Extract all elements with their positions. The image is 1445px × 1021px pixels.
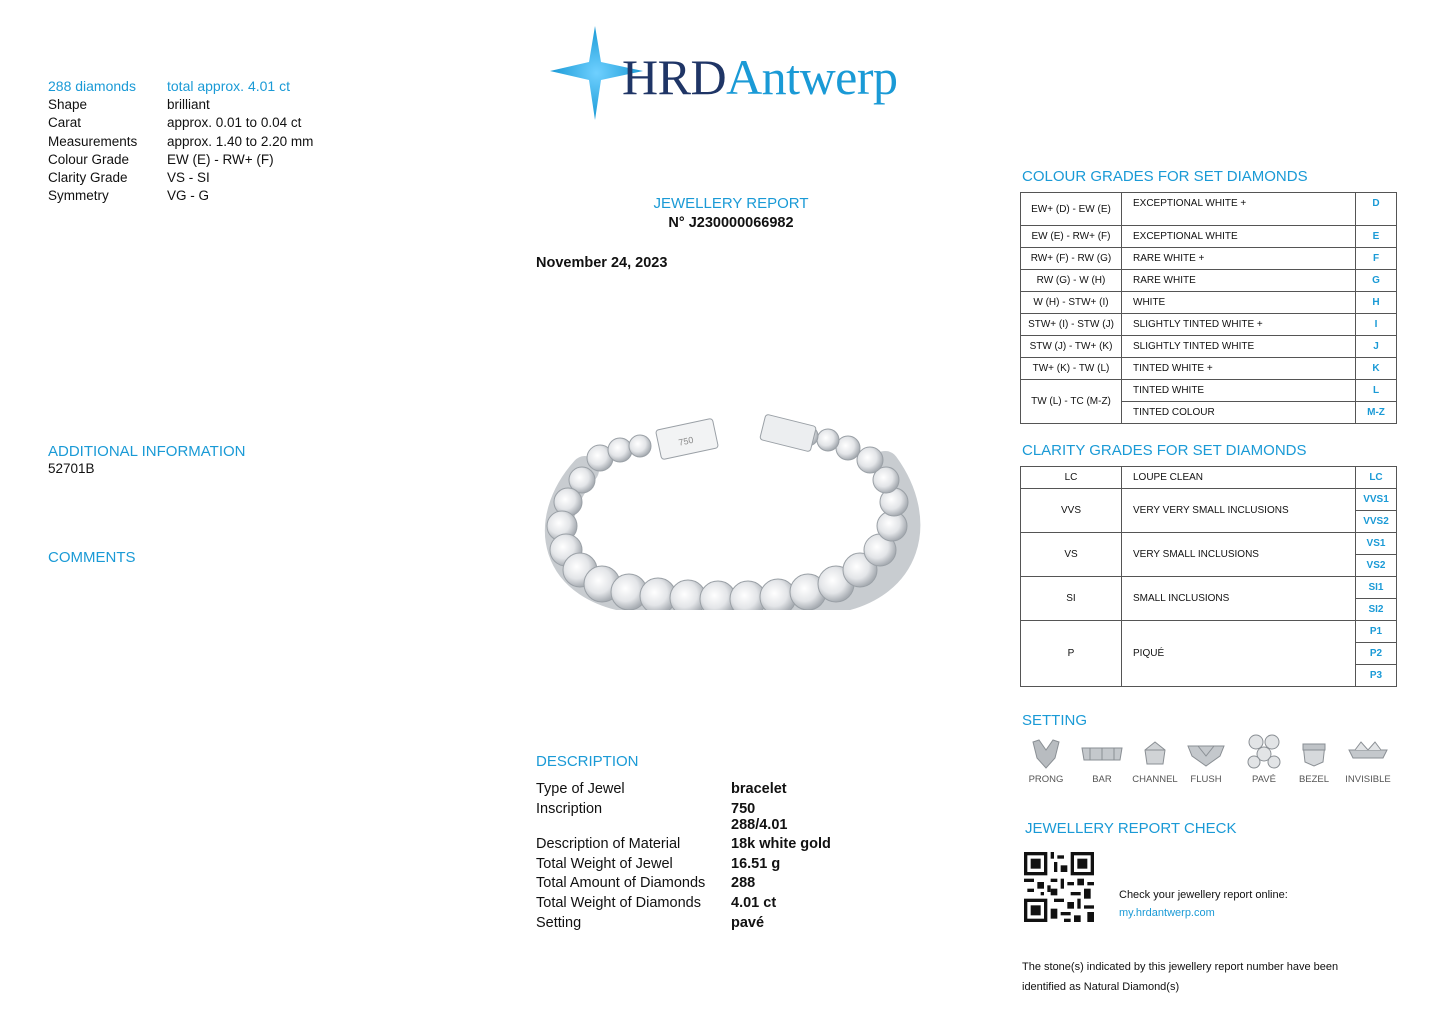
summary-label: Symmetry — [48, 188, 109, 203]
colour-letter: M-Z — [1356, 402, 1397, 424]
colour-name: TINTED COLOUR — [1122, 402, 1356, 424]
description-value-setting: pavé — [731, 915, 765, 931]
prong-icon — [1029, 738, 1063, 770]
diamond-count: 288 diamonds — [48, 78, 136, 94]
setting-label: PRONG — [1028, 774, 1064, 785]
clarity-grade: P3 — [1356, 665, 1397, 687]
bracelet-image — [540, 410, 925, 610]
clarity-grade: LC — [1356, 467, 1397, 489]
colour-grades-table — [1020, 192, 1397, 424]
logo-text-antwerp: Antwerp — [726, 49, 898, 105]
setting-item-invisible — [1338, 738, 1398, 785]
description-value-inscription-2: 288/4.01 — [731, 817, 788, 833]
invisible-icon — [1347, 738, 1389, 770]
table-row — [1021, 270, 1397, 292]
colour-grades-heading: COLOUR GRADES FOR SET DIAMONDS — [1022, 168, 1308, 185]
colour-name: RARE WHITE + — [1122, 248, 1356, 270]
clarity-name: VERY VERY SMALL INCLUSIONS — [1122, 489, 1356, 533]
summary-label: Carat — [48, 115, 82, 130]
description-label-material: Description of Material — [536, 836, 681, 852]
summary-label: Measurements — [48, 134, 138, 149]
description-value-amount: 288 — [731, 875, 756, 891]
colour-group: TW+ (K) - TW (L) — [1021, 358, 1122, 380]
colour-letter: F — [1356, 248, 1397, 270]
setting-label: CHANNEL — [1132, 774, 1178, 785]
description-label-diamond-weight: Total Weight of Diamonds — [536, 895, 701, 911]
setting-item-flush — [1176, 738, 1236, 785]
table-row — [1021, 533, 1397, 555]
colour-letter: H — [1356, 292, 1397, 314]
setting-item-bar — [1072, 738, 1132, 785]
report-title: JEWELLERY REPORT — [653, 195, 809, 212]
colour-name: EXCEPTIONAL WHITE — [1122, 226, 1356, 248]
description-label-weight: Total Weight of Jewel — [536, 856, 673, 872]
table-row — [1021, 193, 1397, 226]
summary-label: Clarity Grade — [48, 170, 128, 185]
logo-text-hrd: HRD — [622, 49, 727, 105]
colour-group: TW (L) - TC (M-Z) — [1021, 380, 1122, 424]
clarity-code: VS — [1021, 533, 1122, 577]
setting-label: FLUSH — [1190, 774, 1222, 785]
clarity-code: P — [1021, 621, 1122, 687]
clarity-name: LOUPE CLEAN — [1122, 467, 1356, 489]
clarity-grade: VS2 — [1356, 555, 1397, 577]
summary-value: EW (E) - RW+ (F) — [167, 152, 274, 167]
summary-value: approx. 0.01 to 0.04 ct — [167, 115, 302, 130]
colour-letter: D — [1356, 193, 1397, 226]
table-row — [1021, 314, 1397, 336]
logo — [548, 24, 928, 124]
setting-item-prong — [1016, 738, 1076, 785]
colour-name: EXCEPTIONAL WHITE + — [1122, 193, 1356, 226]
table-row — [1021, 467, 1397, 489]
summary-value: VG - G — [167, 188, 210, 203]
table-row — [1021, 577, 1397, 599]
colour-name: WHITE — [1122, 292, 1356, 314]
colour-name: SLIGHTLY TINTED WHITE — [1122, 336, 1356, 358]
clarity-name: VERY SMALL INCLUSIONS — [1122, 533, 1356, 577]
setting-item-bezel — [1284, 738, 1344, 785]
table-row — [1021, 380, 1397, 402]
report-check-text: Check your jewellery report online: — [1119, 889, 1288, 901]
bar-icon — [1080, 738, 1124, 770]
summary-label: Shape — [48, 97, 88, 112]
flush-icon — [1186, 738, 1226, 770]
description-value-inscription: 750 — [731, 801, 756, 817]
qr-code-icon[interactable] — [1024, 852, 1094, 922]
colour-name: RARE WHITE — [1122, 270, 1356, 292]
setting-heading: SETTING — [1022, 712, 1088, 729]
bezel-icon — [1299, 738, 1329, 770]
table-row — [1021, 226, 1397, 248]
description-label-type: Type of Jewel — [536, 781, 625, 797]
clarity-grades-heading: CLARITY GRADES FOR SET DIAMONDS — [1022, 442, 1307, 459]
table-row — [1021, 248, 1397, 270]
clarity-grade: VVS1 — [1356, 489, 1397, 511]
table-row — [1021, 292, 1397, 314]
description-label-amount: Total Amount of Diamonds — [536, 875, 706, 891]
table-row — [1021, 336, 1397, 358]
report-check-heading: JEWELLERY REPORT CHECK — [1025, 820, 1237, 837]
clarity-grade: SI2 — [1356, 599, 1397, 621]
pave-icon — [1244, 732, 1284, 770]
clarity-code: SI — [1021, 577, 1122, 621]
additional-info-heading: ADDITIONAL INFORMATION — [48, 443, 246, 460]
additional-info-value: 52701B — [48, 461, 95, 476]
footer-line-1: The stone(s) indicated by this jewellery report number have been — [1022, 961, 1339, 973]
description-value-material: 18k white gold — [731, 836, 831, 852]
table-row — [1021, 489, 1397, 511]
colour-group: STW (J) - TW+ (K) — [1021, 336, 1122, 358]
description-value-weight: 16.51 g — [731, 856, 781, 872]
colour-name: TINTED WHITE — [1122, 380, 1356, 402]
clarity-grade: VS1 — [1356, 533, 1397, 555]
clarity-grades-table — [1020, 466, 1397, 687]
colour-name: TINTED WHITE + — [1122, 358, 1356, 380]
clarity-name: SMALL INCLUSIONS — [1122, 577, 1356, 621]
colour-group: STW+ (I) - STW (J) — [1021, 314, 1122, 336]
clarity-name: PIQUÉ — [1122, 621, 1356, 687]
report-number: N° J230000066982 — [668, 215, 794, 231]
table-row — [1021, 621, 1397, 643]
colour-group: EW+ (D) - EW (E) — [1021, 193, 1122, 226]
description-label-setting: Setting — [536, 915, 582, 931]
description-value-diamond-weight: 4.01 ct — [731, 895, 777, 911]
colour-group: W (H) - STW+ (I) — [1021, 292, 1122, 314]
description-heading: DESCRIPTION — [536, 753, 639, 770]
report-check-link[interactable]: my.hrdantwerp.com — [1119, 907, 1215, 919]
channel-icon — [1139, 738, 1171, 770]
colour-letter: G — [1356, 270, 1397, 292]
clasp-stamp: 750 — [677, 434, 695, 448]
colour-letter: J — [1356, 336, 1397, 358]
colour-letter: I — [1356, 314, 1397, 336]
colour-name: SLIGHTLY TINTED WHITE + — [1122, 314, 1356, 336]
colour-letter: E — [1356, 226, 1397, 248]
colour-group: RW+ (F) - RW (G) — [1021, 248, 1122, 270]
report-date: November 24, 2023 — [536, 255, 668, 271]
setting-label: BAR — [1092, 774, 1112, 785]
setting-label: PAVÉ — [1252, 774, 1276, 785]
colour-group: EW (E) - RW+ (F) — [1021, 226, 1122, 248]
table-row — [1021, 358, 1397, 380]
clarity-grade: P1 — [1356, 621, 1397, 643]
description-value-type: bracelet — [731, 781, 787, 797]
clarity-code: LC — [1021, 467, 1122, 489]
setting-label: INVISIBLE — [1345, 774, 1391, 785]
clarity-grade: SI1 — [1356, 577, 1397, 599]
colour-letter: L — [1356, 380, 1397, 402]
comments-heading: COMMENTS — [48, 549, 136, 566]
total-carat: total approx. 4.01 ct — [167, 78, 290, 94]
summary-value: VS - SI — [167, 170, 210, 185]
description-label-inscription: Inscription — [536, 801, 603, 817]
colour-group: RW (G) - W (H) — [1021, 270, 1122, 292]
clarity-code: VVS — [1021, 489, 1122, 533]
colour-letter: K — [1356, 358, 1397, 380]
clarity-grade: VVS2 — [1356, 511, 1397, 533]
summary-value: approx. 1.40 to 2.20 mm — [167, 134, 314, 149]
setting-label: BEZEL — [1298, 774, 1330, 785]
summary-label: Colour Grade — [48, 152, 130, 167]
summary-value: brilliant — [167, 97, 210, 112]
clarity-grade: P2 — [1356, 643, 1397, 665]
footer-line-2: identified as Natural Diamond(s) — [1022, 981, 1180, 993]
